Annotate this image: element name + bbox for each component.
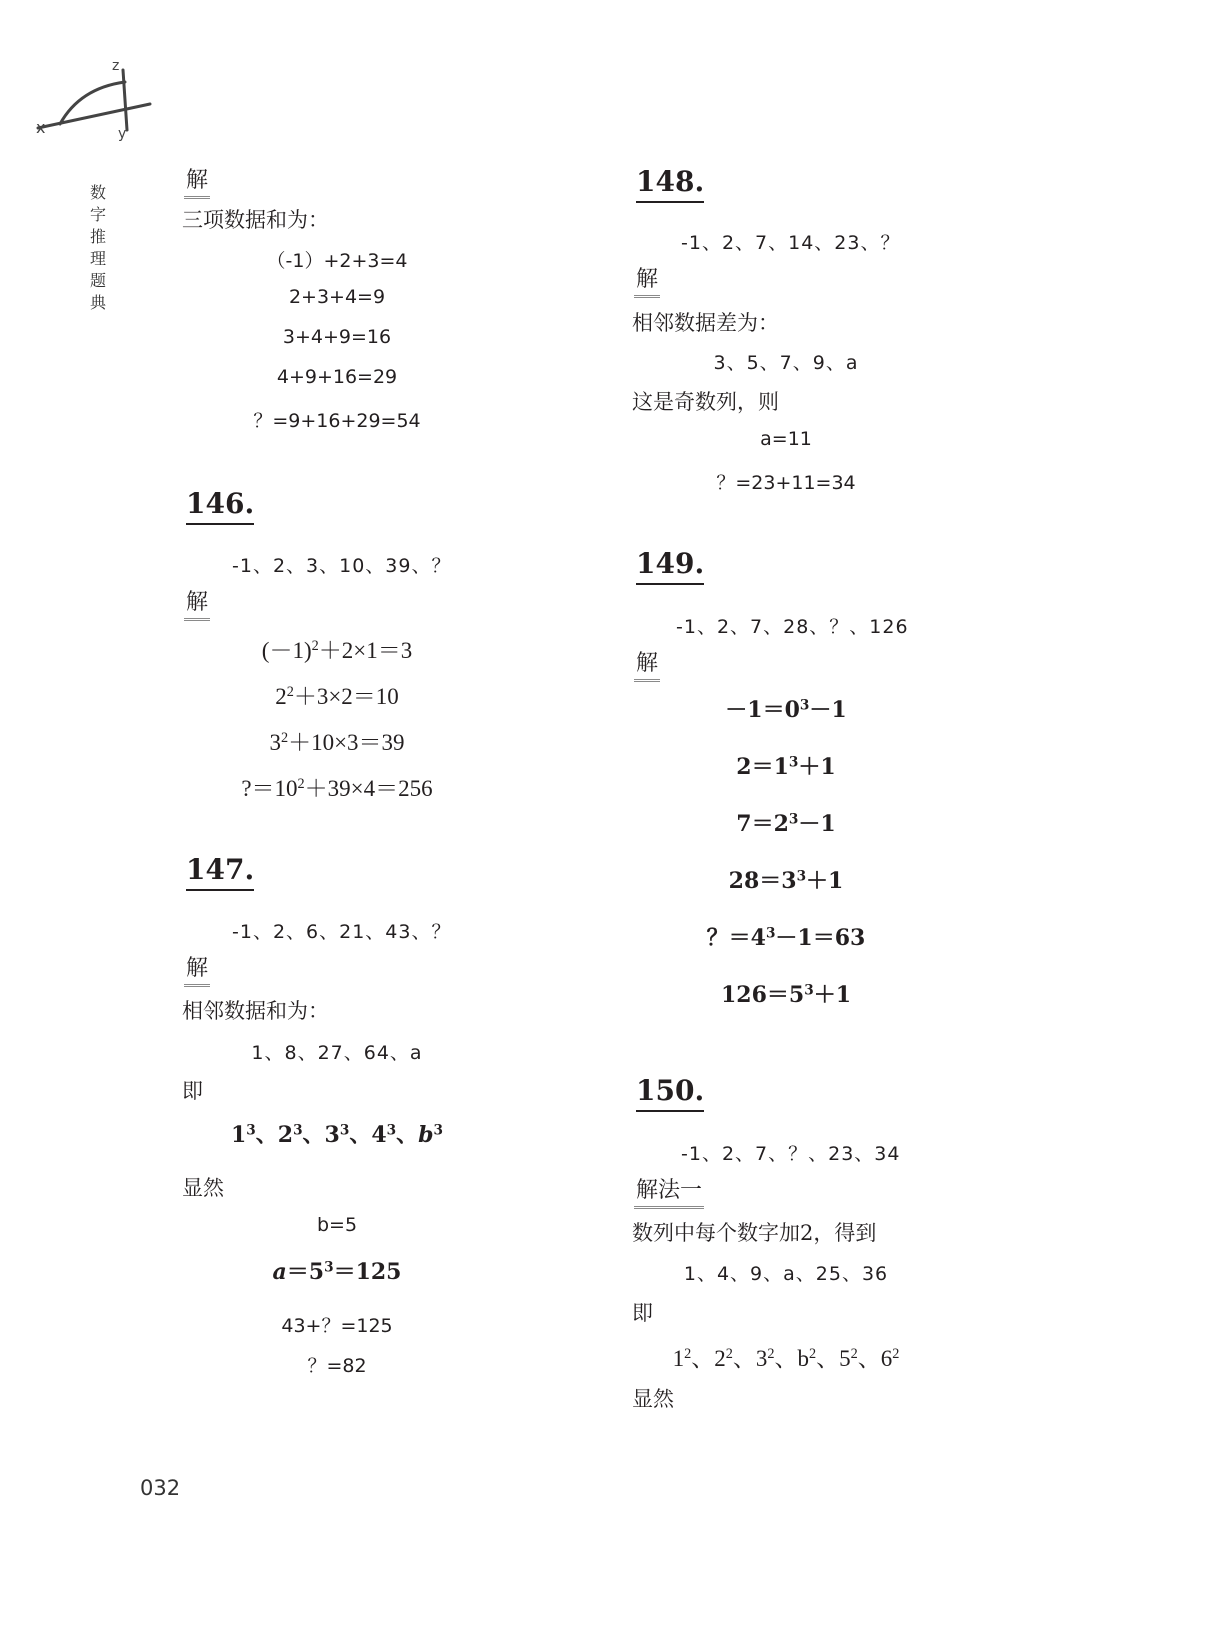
solution-method-label: 解法一 (634, 1180, 704, 1209)
equation-line: $?=10^2+39\times 4=256$ (241, 776, 433, 801)
equation-line: ？$=4^3-1=63$ (706, 925, 866, 951)
problem-number: 148. (636, 168, 704, 203)
page-number: 032 (140, 1476, 181, 1500)
xianran-text: 显然 (182, 1176, 224, 1200)
side-title-char: 数 (89, 183, 106, 202)
problem-sequence: -1、2、7、14、23、？ (681, 232, 901, 254)
ji-text: 即 (632, 1301, 653, 1325)
equation-line: （-1）+2+3=4 (266, 250, 408, 272)
equation-line: $(-1)^2+2\times 1=3$ (261, 638, 413, 663)
equation-line: 4+9+16=29 (276, 366, 398, 388)
equation-line: $7=2^3-1$ (736, 811, 836, 837)
side-title-char: 题 (89, 271, 106, 290)
solution-intro: 数列中每个数字加2，得到 (632, 1221, 877, 1245)
equation-line: $2^2+3\times 2=10$ (275, 684, 399, 709)
ji-text: 即 (182, 1079, 203, 1103)
side-book-title (88, 182, 108, 314)
problem-sequence: -1、2、7、28、？、126 (676, 616, 909, 638)
equation-line: $-1=0^3-1$ (725, 697, 847, 723)
problem-number: 150. (636, 1077, 704, 1112)
axis-y-label: y (118, 126, 127, 142)
b-equation: b=5 (316, 1214, 358, 1236)
xianran-text: 显然 (632, 1387, 674, 1411)
axis-x-label: x (36, 118, 46, 137)
equation-line: ？=9+16+29=54 (253, 410, 421, 432)
conclusion-text: 这是奇数列，则 (632, 390, 779, 414)
problem-number: 149. (636, 550, 704, 585)
axes-logo-icon (30, 58, 160, 148)
axis-z-label: z (112, 58, 120, 74)
equation-line: ？=82 (307, 1355, 367, 1377)
problem-number: 146. (186, 490, 254, 525)
equation-line: $126=5^3+1$ (720, 982, 852, 1008)
problem-sequence: -1、2、7、？、23、34 (681, 1143, 901, 1165)
equation-line: $3^2+10\times 3=39$ (269, 730, 405, 755)
side-title-char: 字 (89, 205, 106, 224)
square-sequence: $1^2$、$2^2$、$3^2$、$b^2$、$5^2$、$6^2$ (672, 1346, 900, 1371)
difference-sequence: 3、5、7、9、a (713, 352, 859, 374)
equation-line: 3+4+9=16 (282, 326, 392, 348)
solution-intro: 相邻数据差为： (632, 311, 779, 335)
side-title-char: 理 (89, 249, 106, 268)
cube-sequence: $1^3$、$2^3$、$3^3$、$4^3$、$b^3$ (230, 1122, 444, 1148)
plus2-sequence: 1、4、9、a、25、36 (683, 1263, 889, 1285)
a-equation: a=11 (760, 428, 812, 450)
solution-label: 解 (184, 592, 210, 621)
equation-line: 43+？=125 (281, 1315, 393, 1337)
solution-label: 解 (634, 653, 660, 682)
a-equation: $a=5^3=125$ (272, 1259, 402, 1285)
solution-label: 解 (184, 170, 210, 199)
side-title-char: 典 (89, 293, 106, 312)
answer-equation: ？=23+11=34 (716, 472, 856, 494)
sum-sequence: 1、8、27、64、a (251, 1042, 423, 1064)
problem-sequence: -1、2、6、21、43、？ (232, 921, 452, 943)
problem-sequence: -1、2、3、10、39、？ (232, 555, 452, 577)
solution-intro: 三项数据和为： (182, 208, 329, 232)
side-title-char: 推 (89, 227, 106, 246)
equation-line: $28=3^3+1$ (728, 868, 844, 894)
solution-label: 解 (184, 958, 210, 987)
solution-intro: 相邻数据和为： (182, 999, 329, 1023)
equation-line: $2=1^3+1$ (736, 754, 836, 780)
problem-number: 147. (186, 856, 254, 891)
solution-label: 解 (634, 269, 660, 298)
equation-line: 2+3+4=9 (288, 286, 386, 308)
